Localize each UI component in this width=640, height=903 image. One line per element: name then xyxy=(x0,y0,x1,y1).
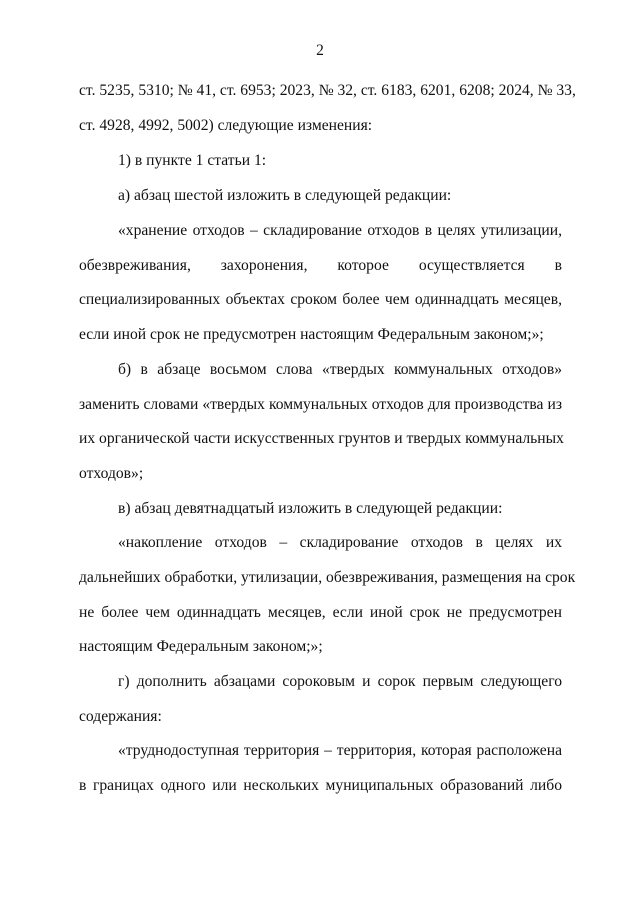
text-line: настоящим Федеральным законом;»; xyxy=(79,638,323,655)
text-line: ст. 5235, 5310; № 41, ст. 6953; 2023, № 32, ст. 6183, 6201, 6208; 2024, № 33, xyxy=(79,82,576,99)
text-line: их органической части искусственных грунтов и твердых коммунальных xyxy=(79,430,564,447)
text-line: 1) в пункте 1 статьи 1: xyxy=(118,152,267,169)
text-line: «накопление отходов – складирование отходов в целях их xyxy=(118,534,562,551)
text-line: специализированных объектах сроком более чем одиннадцать месяцев, xyxy=(79,291,562,308)
text-line: дальнейших обработки, утилизации, обезвреживания, размещения на срок xyxy=(79,569,576,586)
text-line: отходов»; xyxy=(79,465,144,482)
text-line: содержания: xyxy=(79,708,162,725)
text-line: обезвреживания, захоронения, которое осуществляется в xyxy=(79,257,562,274)
page-number: 2 xyxy=(316,42,324,59)
text-line: заменить словами «твердых коммунальных отходов для производства из xyxy=(79,396,562,413)
text-line: б) в абзаце восьмом слова «твердых коммунальных отходов» xyxy=(118,361,562,378)
text-line: «хранение отходов – складирование отходов в целях утилизации, xyxy=(118,222,562,239)
text-line: не более чем одиннадцать месяцев, если иной срок не предусмотрен xyxy=(79,604,562,621)
text-line: «труднодоступная территория – территория, которая расположена xyxy=(118,742,562,759)
text-line: если иной срок не предусмотрен настоящим Федеральным законом;»; xyxy=(79,326,544,343)
text-line: в границах одного или нескольких муниципальных образований либо xyxy=(79,777,562,794)
text-line: ст. 4928, 4992, 5002) следующие изменения: xyxy=(79,117,373,134)
text-line: а) абзац шестой изложить в следующей редакции: xyxy=(118,187,452,204)
text-line: г) дополнить абзацами сороковым и сорок первым следующего xyxy=(118,673,562,690)
text-line: в) абзац девятнадцатый изложить в следующей редакции: xyxy=(118,500,503,517)
